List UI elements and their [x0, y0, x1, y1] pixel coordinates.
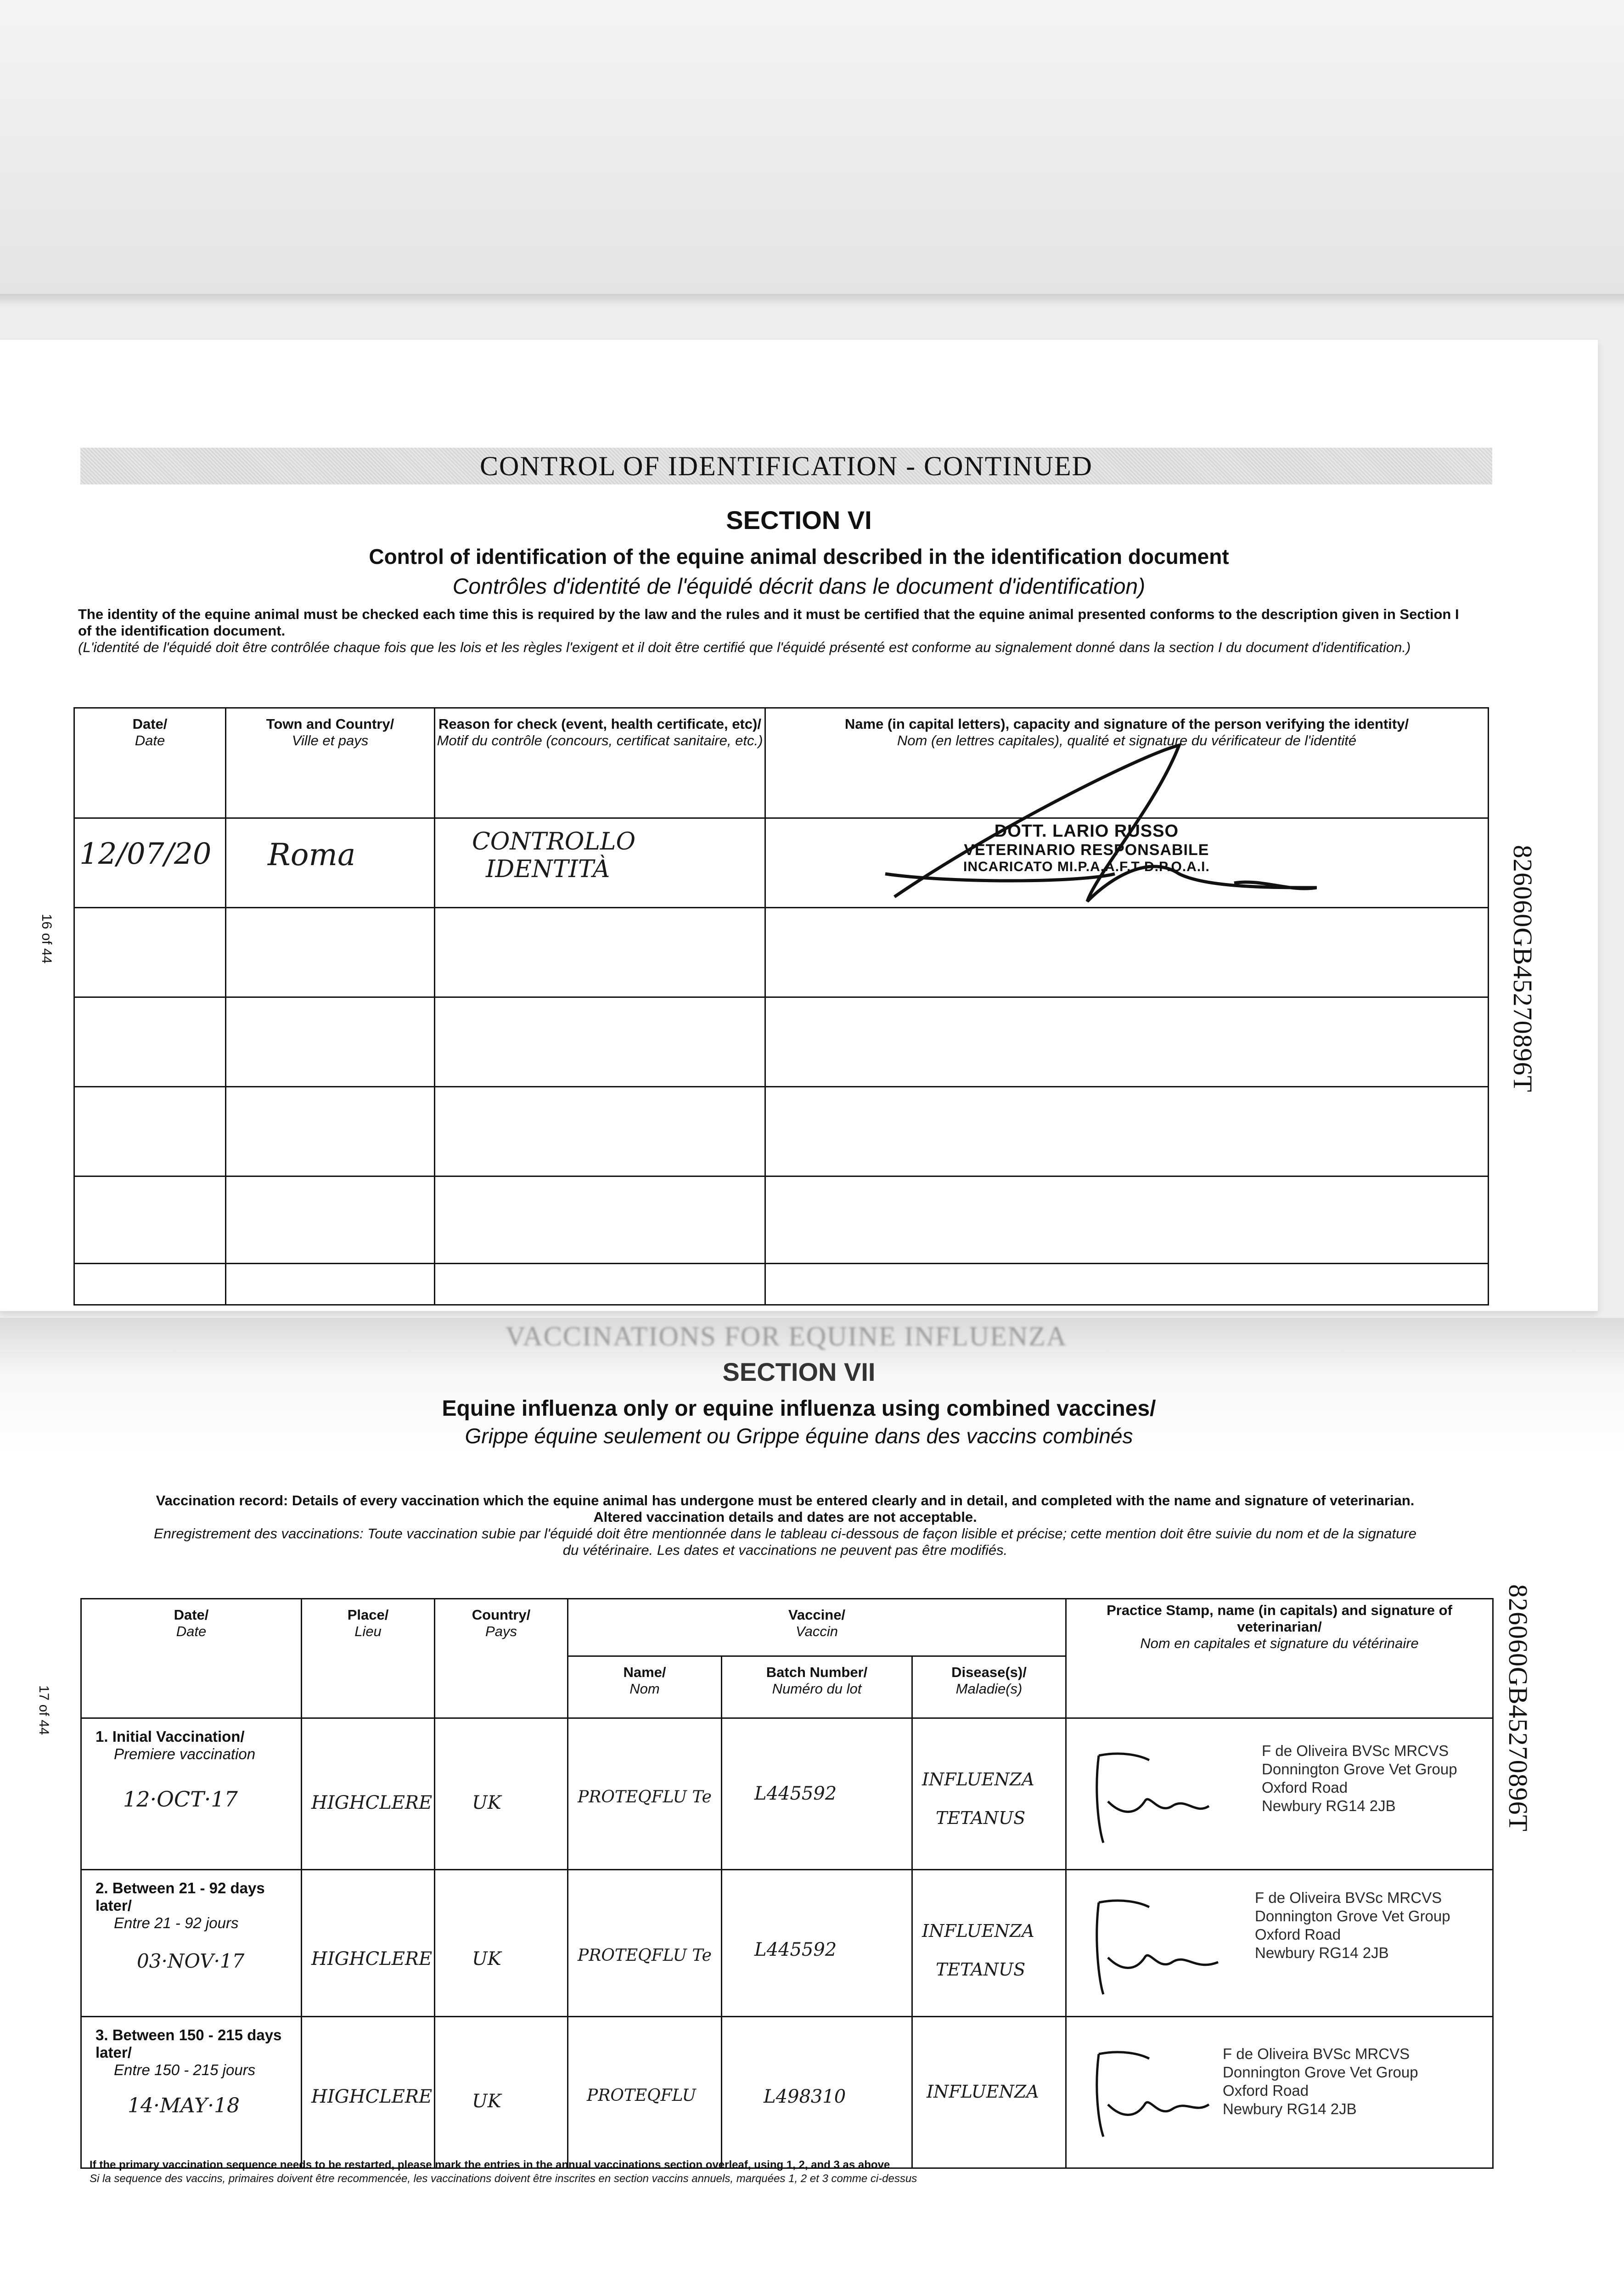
table-row [74, 997, 1489, 1087]
instructions-en-1: Vaccination record: Details of every vaccination which the equine animal has undergone must be entered clearly and in detail, and completed with the name and signature of veterinarian. [156, 1492, 1415, 1508]
section-title: SECTION VI [726, 506, 872, 535]
passport-page-17 [0, 1318, 1624, 2296]
cell-batch: L498310 [722, 2017, 912, 2168]
col-batch-number: Batch Number/ Numéro du lot [722, 1656, 912, 1718]
instructions [87, 1492, 1483, 1559]
cell-diseases: INFLUENZA [912, 2017, 1066, 2168]
signature [1080, 1889, 1255, 1999]
vaccination-table [80, 1598, 1494, 2169]
cell-vaccine-name: PROTEQFLU Te [568, 1870, 722, 2017]
instructions-en-2: Altered vaccination details and dates are not acceptable. [593, 1509, 977, 1525]
col-place: Place/ Lieu [302, 1599, 435, 1718]
cell-place: HIGHCLERE [302, 1870, 435, 2017]
table-row [81, 1870, 1493, 2017]
signature [858, 736, 1317, 929]
table-row [81, 1718, 1493, 1870]
col-diseases: Disease(s)/ Maladie(s) [912, 1656, 1066, 1718]
instructions-en: The identity of the equine animal must be checked each time this is required by the law and the rules and it must be certified that the equine animal presented conforms to the description given in Section I of the identification document. [78, 606, 1459, 639]
footnote-fr: Si la sequence des vaccins, primaires doivent être recommencée, les vaccinations doivent être inscrites en section vaccins annuels, marquées 1, 2 et 3 comme ci-dessus [90, 2172, 917, 2185]
cell-diseases: INFLUENZA TETANUS [912, 1870, 1066, 2017]
cell-practice-stamp [1066, 2017, 1493, 2168]
col-country: Country/ Pays [435, 1599, 568, 1718]
col-verifier: Name (in capital letters), capacity and signature of the person verifying the identity/ Nom (en lettres capitales), qualité et signature du vérificateur de l'identité [765, 708, 1489, 818]
table-row [74, 1264, 1489, 1305]
cell-batch: L445592 [722, 1718, 912, 1870]
col-vaccine-name: Name/ Nom [568, 1656, 722, 1718]
section-banner: CONTROL OF IDENTIFICATION - CONTINUED [80, 448, 1492, 484]
cell-place: HIGHCLERE [302, 1718, 435, 1870]
practice-stamp: F de Oliveira BVSc MRCVS Donnington Grove Vet Group Oxford Road Newbury RG14 2JB [1262, 1742, 1457, 1814]
table-row [81, 2017, 1493, 2168]
cell-batch: L445592 [722, 1870, 912, 2017]
col-date: Date/ Date [74, 708, 226, 818]
cell-town: Roma [226, 818, 435, 908]
document-id: 826060GB45270896T [1508, 845, 1538, 1092]
cell-place: HIGHCLERE [302, 2017, 435, 2168]
section-banner: VACCINATIONS FOR EQUINE INFLUENZA [505, 1321, 1068, 1351]
vet-stamp: DOTT. LARIO RUSSO VETERINARIO RESPONSABILE INCARICATO MI.P.A.A.F.T-D.P.Q.A.I. [963, 822, 1210, 874]
col-date: Date/ Date [81, 1599, 302, 1718]
section-title: SECTION VII [722, 1357, 876, 1386]
table-row [74, 818, 1489, 908]
signature [1085, 2036, 1241, 2146]
page-number: 17 of 44 [36, 1685, 51, 1735]
instructions-fr-2: du vétérinaire. Les dates et vaccinations ne peuvent pas être modifiés. [562, 1542, 1008, 1558]
cell-country: UK [435, 1718, 568, 1870]
cell-country: UK [435, 2017, 568, 2168]
section-subtitle-en: Control of identification of the equine animal described in the identification document [369, 545, 1229, 568]
identity-check-table [73, 707, 1489, 1306]
instructions-fr: (L'identité de l'équidé doit être contrôlée chaque fois que les lois et les règles l'exigent et il doit être certifié que l'équidé présenté est conforme au signalement donné dans la section I du document d'identification.) [78, 639, 1411, 655]
passport-sleeve-edge [0, 294, 1624, 308]
page-number: 16 of 44 [39, 914, 54, 964]
cell-diseases: INFLUENZA TETANUS [912, 1718, 1066, 1870]
footnote-en: If the primary vaccination sequence needs to be restarted, please mark the entries in the annual vaccinations section overleaf, using 1, 2, and 3 as above [90, 2159, 890, 2171]
cell-vaccine-name: PROTEQFLU Te [568, 1718, 722, 1870]
practice-stamp: F de Oliveira BVSc MRCVS Donnington Grove Vet Group Oxford Road Newbury RG14 2JB [1255, 1889, 1450, 1961]
cell-date: 3. Between 150 - 215 days later/ Entre 150 - 215 jours 14·MAY·18 [81, 2017, 302, 2168]
table-header-row [81, 1599, 1493, 1656]
section-subtitle-fr: Grippe équine seulement ou Grippe équine dans des vaccins combinés [465, 1424, 1133, 1448]
section-subtitle-en: Equine influenza only or equine influenza using combined vaccines/ [442, 1396, 1156, 1421]
col-practice-stamp: Practice Stamp, name (in capitals) and signature of veterinarian/ Nom en capitales et signature du vétérinaire [1066, 1599, 1493, 1718]
cell-date: 2. Between 21 - 92 days later/ Entre 21 - 92 jours 03·NOV·17 [81, 1870, 302, 2017]
table-row [74, 1087, 1489, 1176]
scanner-background [0, 0, 1624, 294]
passport-page-16 [0, 340, 1598, 1311]
cell-practice-stamp [1066, 1718, 1493, 1870]
practice-stamp: F de Oliveira BVSc MRCVS Donnington Grove Vet Group Oxford Road Newbury RG14 2JB [1223, 2045, 1418, 2117]
col-town-country: Town and Country/ Ville et pays [226, 708, 435, 818]
col-vaccine: Vaccine/ Vaccin [568, 1599, 1066, 1656]
cell-verifier [765, 818, 1489, 908]
col-reason: Reason for check (event, health certificate, etc)/ Motif du contrôle (concours, certificat sanitaire, etc.) [435, 708, 765, 818]
table-row [74, 1176, 1489, 1264]
cell-reason: CONTROLLO IDENTITÀ [435, 818, 765, 908]
cell-date: 1. Initial Vaccination/ Premiere vaccination 12·OCT·17 [81, 1718, 302, 1870]
cell-country: UK [435, 1870, 568, 2017]
signature [1080, 1737, 1255, 1847]
section-subtitle-fr: Contrôles d'identité de l'équidé décrit dans le document d'identification) [452, 574, 1146, 599]
cell-vaccine-name: PROTEQFLU [568, 2017, 722, 2168]
cell-date: 12/07/20 [74, 818, 226, 908]
document-id: 826060GB45270896T [1503, 1584, 1533, 1832]
footnote [90, 2158, 917, 2186]
instructions-fr-1: Enregistrement des vaccinations: Toute vaccination subie par l'équidé doit être mentionnée dans le tableau ci-dessous de façon lisible et précise; cette mention doit être suivie du nom et de la signature [154, 1525, 1416, 1542]
cell-practice-stamp [1066, 1870, 1493, 2017]
instructions [78, 606, 1469, 656]
